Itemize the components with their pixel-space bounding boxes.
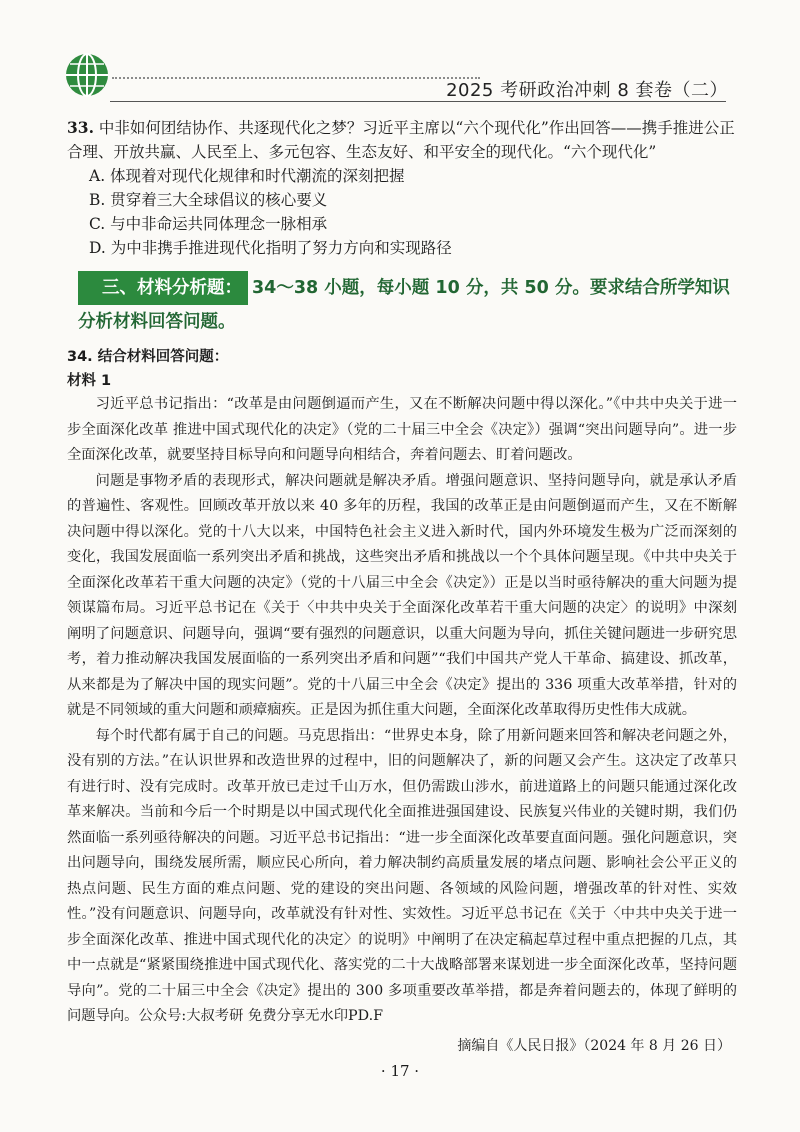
question-34-title: 34. 结合材料回答问题：: [67, 349, 229, 365]
material-paragraph: 每个时代都有属于自己的问题。马克思指出：“世界史本身，除了用新问题来回答和解决老问题之外，没有别的方法。”在认识世界和改造世界的过程中，旧的问题解决了，新的问题又会产生。这决定了改革只有进行时、没有完成时。改革开放已走过千山万水，但仍需跋山涉水，前进道路上的问题只能通过深化改革来解决。当前和今后一个时期是以中国式现代化全面推进强国建设、民族复兴伟业的关键时期，我们仍然面临一系列亟待解决的问题。习近平总书记指出：“进一步全面深化改革要直面问题。强化问题意识，突出问题导向，围绕发展所需，顺应民心所向，着力解决制约高质量发展的堵点问题、影响社会公平正义的热点问题、民生方面的难点问题、党的建设的突出问题、各领域的风险问题，增强改革的针对性、实效性。”没有问题意识、问题导向，改革就没有针对性、实效性。习近平总书记在《关于〈中共中央关于进一步全面深化改革、推进中国式现代化的决定〉的说明》中阐明了在决定稿起草过程中重点把握的几点，其中一点就是“紧紧围绕推进中国式现代化、落实党的二十大战略部署来谋划进一步全面深化改革，坚持问题导向”。党的二十届三中全会《决定》提出的 300 多项重要改革举措，都是奔着问题去的，体现了鲜明的问题导向。公众号:大叔考研 免费分享无水印PD.F: [67, 727, 737, 1024]
section-text: 34～38 小题，每小题 10 分，共 50 分。要求结合所学知识分析材料回答问题。: [78, 278, 730, 332]
question-33: [67, 116, 737, 260]
material-paragraph: 习近平总书记指出：“改革是由问题倒逼而产生，又在不断解决问题中得以深化。”《中共中央关于进一步全面深化改革 推进中国式现代化的决定》（党的二十届三中全会《决定》）强调“突出问题导向”。进一步全面深化改革，就要坚持目标导向和问题导向相结合，奔着问题去、盯着问题改。: [67, 396, 737, 463]
question-33-stem: [67, 116, 737, 164]
page-header: [0, 0, 800, 104]
section-tag: 三、材料分析题：: [78, 271, 248, 305]
material-paragraph: 问题是事物矛盾的表现形式，解决问题就是解决矛盾。增强问题意识、坚持问题导向，就是承认矛盾的普遍性、客观性。回顾改革开放以来 40 多年的历程，我国的改革正是由问题倒逼而产生，又在不断解决问题中得以深化。党的十八大以来，中国特色社会主义进入新时代，国内外环境发生极为广泛而深刻的变化，我国发展面临一系列突出矛盾和挑战，这些突出矛盾和挑战以一个个具体问题呈现。《中共中央关于全面深化改革若干重大问题的决定》（党的十八届三中全会《决定》）正是以当时亟待解决的重大问题为提领谋篇布局。习近平总书记在《关于〈中共中央关于全面深化改革若干重大问题的决定〉的说明》中深刻阐明了问题意识、问题导向，强调“要有强烈的问题意识，以重大问题为导向，抓住关键问题进一步研究思考，着力推动解决我国发展面临的一系列突出矛盾和问题”“我们中国共产党人干革命、搞建设、抓改革，从来都是为了解决中国的现实问题”。党的十八届三中全会《决定》提出的 336 项重大改革举措，针对的就是不同领域的重大问题和顽瘴痼疾。正是因为抓住重大问题，全面深化改革取得历史性伟大成就。: [67, 472, 737, 718]
header-dotted-line: [112, 77, 480, 79]
header-rule: [110, 101, 726, 102]
globe-logo-icon: [64, 52, 110, 98]
question-stem-text: 中非如何团结协作、共逐现代化之梦？习近平主席以“六个现代化”作出回答——携手推进公正合理、开放共赢、人民至上、多元包容、生态友好、和平安全的现代化。“六个现代化”: [67, 119, 735, 161]
header-title: 2025 考研政治冲刺 8 套卷（二）: [446, 80, 728, 101]
option-c: C. 与中非命运共同体理念一脉相承: [89, 215, 328, 233]
question-number: 33.: [67, 118, 94, 137]
section-heading: [78, 271, 738, 339]
option-b: B. 贯穿着三大全球倡议的核心要义: [89, 191, 328, 209]
material-source: 摘编自《人民日报》（2024 年 8 月 26 日）: [457, 1037, 731, 1054]
page-number: · 17 ·: [380, 1062, 420, 1080]
option-d: D. 为中非携手推进现代化指明了努力方向和实现路径: [89, 239, 452, 257]
material-title: 材料 1: [67, 373, 112, 389]
option-a: A. 体现着对现代化规律和时代潮流的深刻把握: [89, 167, 405, 185]
question-34: [67, 346, 737, 1059]
